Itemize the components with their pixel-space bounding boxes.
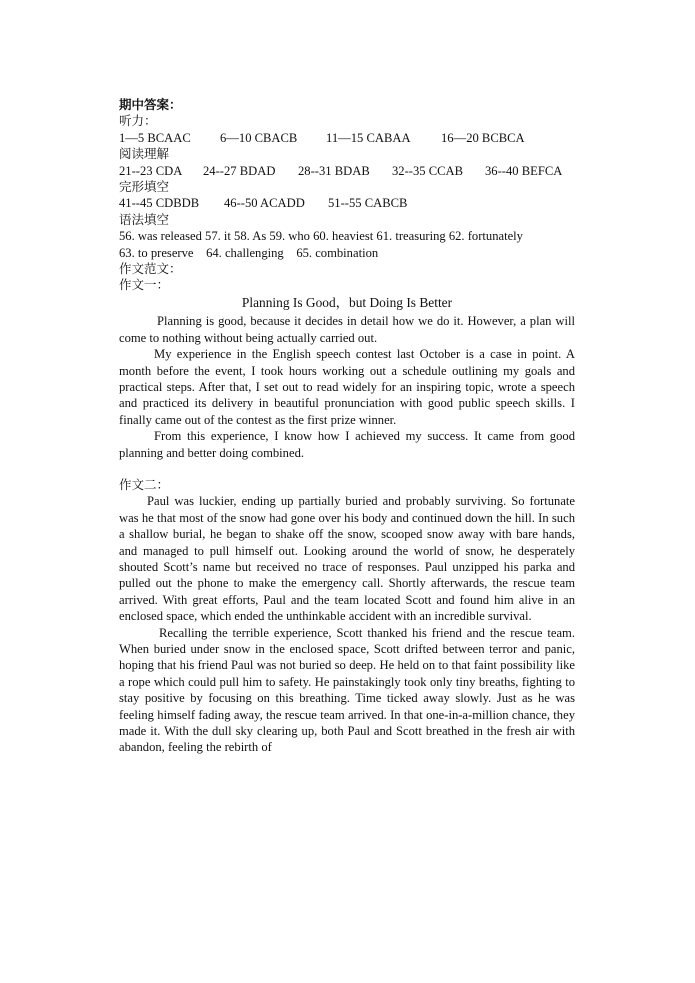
essay-1-paragraph: From this experience, I know how I achieved my success. It came from good planning and better doing combined. (119, 429, 575, 460)
essays-label: 作文范文： (119, 261, 182, 277)
cloze-answers (119, 195, 575, 211)
answer-group: 41--45 CDBDB (119, 196, 200, 211)
answer-group: 1—5 BCAAC (119, 130, 191, 145)
listening-answers (119, 130, 575, 146)
answer-group: 11—15 CABAA (326, 130, 411, 145)
grammar-answers-line-1: 56. was released 57. it 58. As 59. who 60. heaviest 61. treasuring 62. fortunately (119, 229, 523, 244)
essay-2-label: 作文二： (119, 476, 170, 492)
answer-group: 32--35 CCAB (392, 163, 464, 178)
essay-1-paragraph: My experience in the English speech contest last October is a case in point. A month before the event, I took hours working out a schedule outlining my goals and practical steps. After that, I set out to read widely for an inspiring topic, wrote a speech and practiced its delivery in beautiful pronunciation with good public speech skills. I finally came out of the contest as the first prize winner. (119, 347, 575, 427)
reading-answers (119, 163, 575, 179)
essay-2-paragraph: Paul was luckier, ending up partially buried and probably surviving. So fortunate was he that most of the snow had gone over his body and continued down the hill. In such a shallow burial, he began to shake off the snow, scooped snow away with bare hands, and managed to pull himself out. Looking around the world of snow, he desperately shouted Scott’s name but received no trace of responses. Paul unzipped his parka and pulled out the phone to make the emergency call. Shortly afterwards, the rescue team arrived. With great efforts, Paul and the team located Scott and found him alive in an enclosed space, which ended the unthinkable accident with an incredible survival. (119, 494, 575, 624)
answer-group: 46--50 ACADD (224, 196, 305, 211)
answer-group: 28--31 BDAB (298, 163, 370, 178)
document-content (119, 97, 575, 756)
cloze-label: 完形填空 (119, 179, 170, 195)
essay-1-title: Planning Is Good，but Doing Is Better (241, 294, 453, 310)
answer-group: 36--40 BEFCA (485, 163, 563, 178)
answer-key-heading: 期中答案： (119, 97, 182, 112)
essay-1-label: 作文一： (119, 277, 170, 293)
answer-group: 51--55 CABCB (328, 196, 408, 211)
answer-group: 21--23 CDA (119, 163, 183, 178)
grammar-answers-line-2: 63. to preserve 64. challenging 65. combination (119, 245, 379, 260)
listening-label: 听力： (119, 113, 157, 129)
answer-group: 16—20 BCBCA (441, 130, 525, 145)
spacer (119, 461, 575, 477)
reading-label: 阅读理解 (119, 146, 170, 162)
grammar-label: 语法填空 (119, 211, 170, 227)
essay-1-paragraph: Planning is good, because it decides in detail how we do it. However, a plan will come to nothing without being actually carried out. (119, 314, 575, 345)
answer-group: 24--27 BDAD (203, 163, 276, 178)
essay-2-paragraph: Recalling the terrible experience, Scott thanked his friend and the rescue team. When buried under snow in the enclosed space, Scott drifted between terror and panic, hoping that his friend Paul was not buried so deep. He held on to that faint possibility like a rope which could pull him to safety. He painstakingly took only tiny breaths, fighting to stay positive by focusing on this breathing. Time ticked away slowly. Just as he was feeling himself fading away, the rescue team arrived. In that one-in-a-million chance, they made it. With the dull sky clearing up, both Paul and Scott breathed in the fresh air with abandon, feeling the rebirth of (119, 625, 575, 755)
answer-group: 6—10 CBACB (220, 130, 298, 145)
